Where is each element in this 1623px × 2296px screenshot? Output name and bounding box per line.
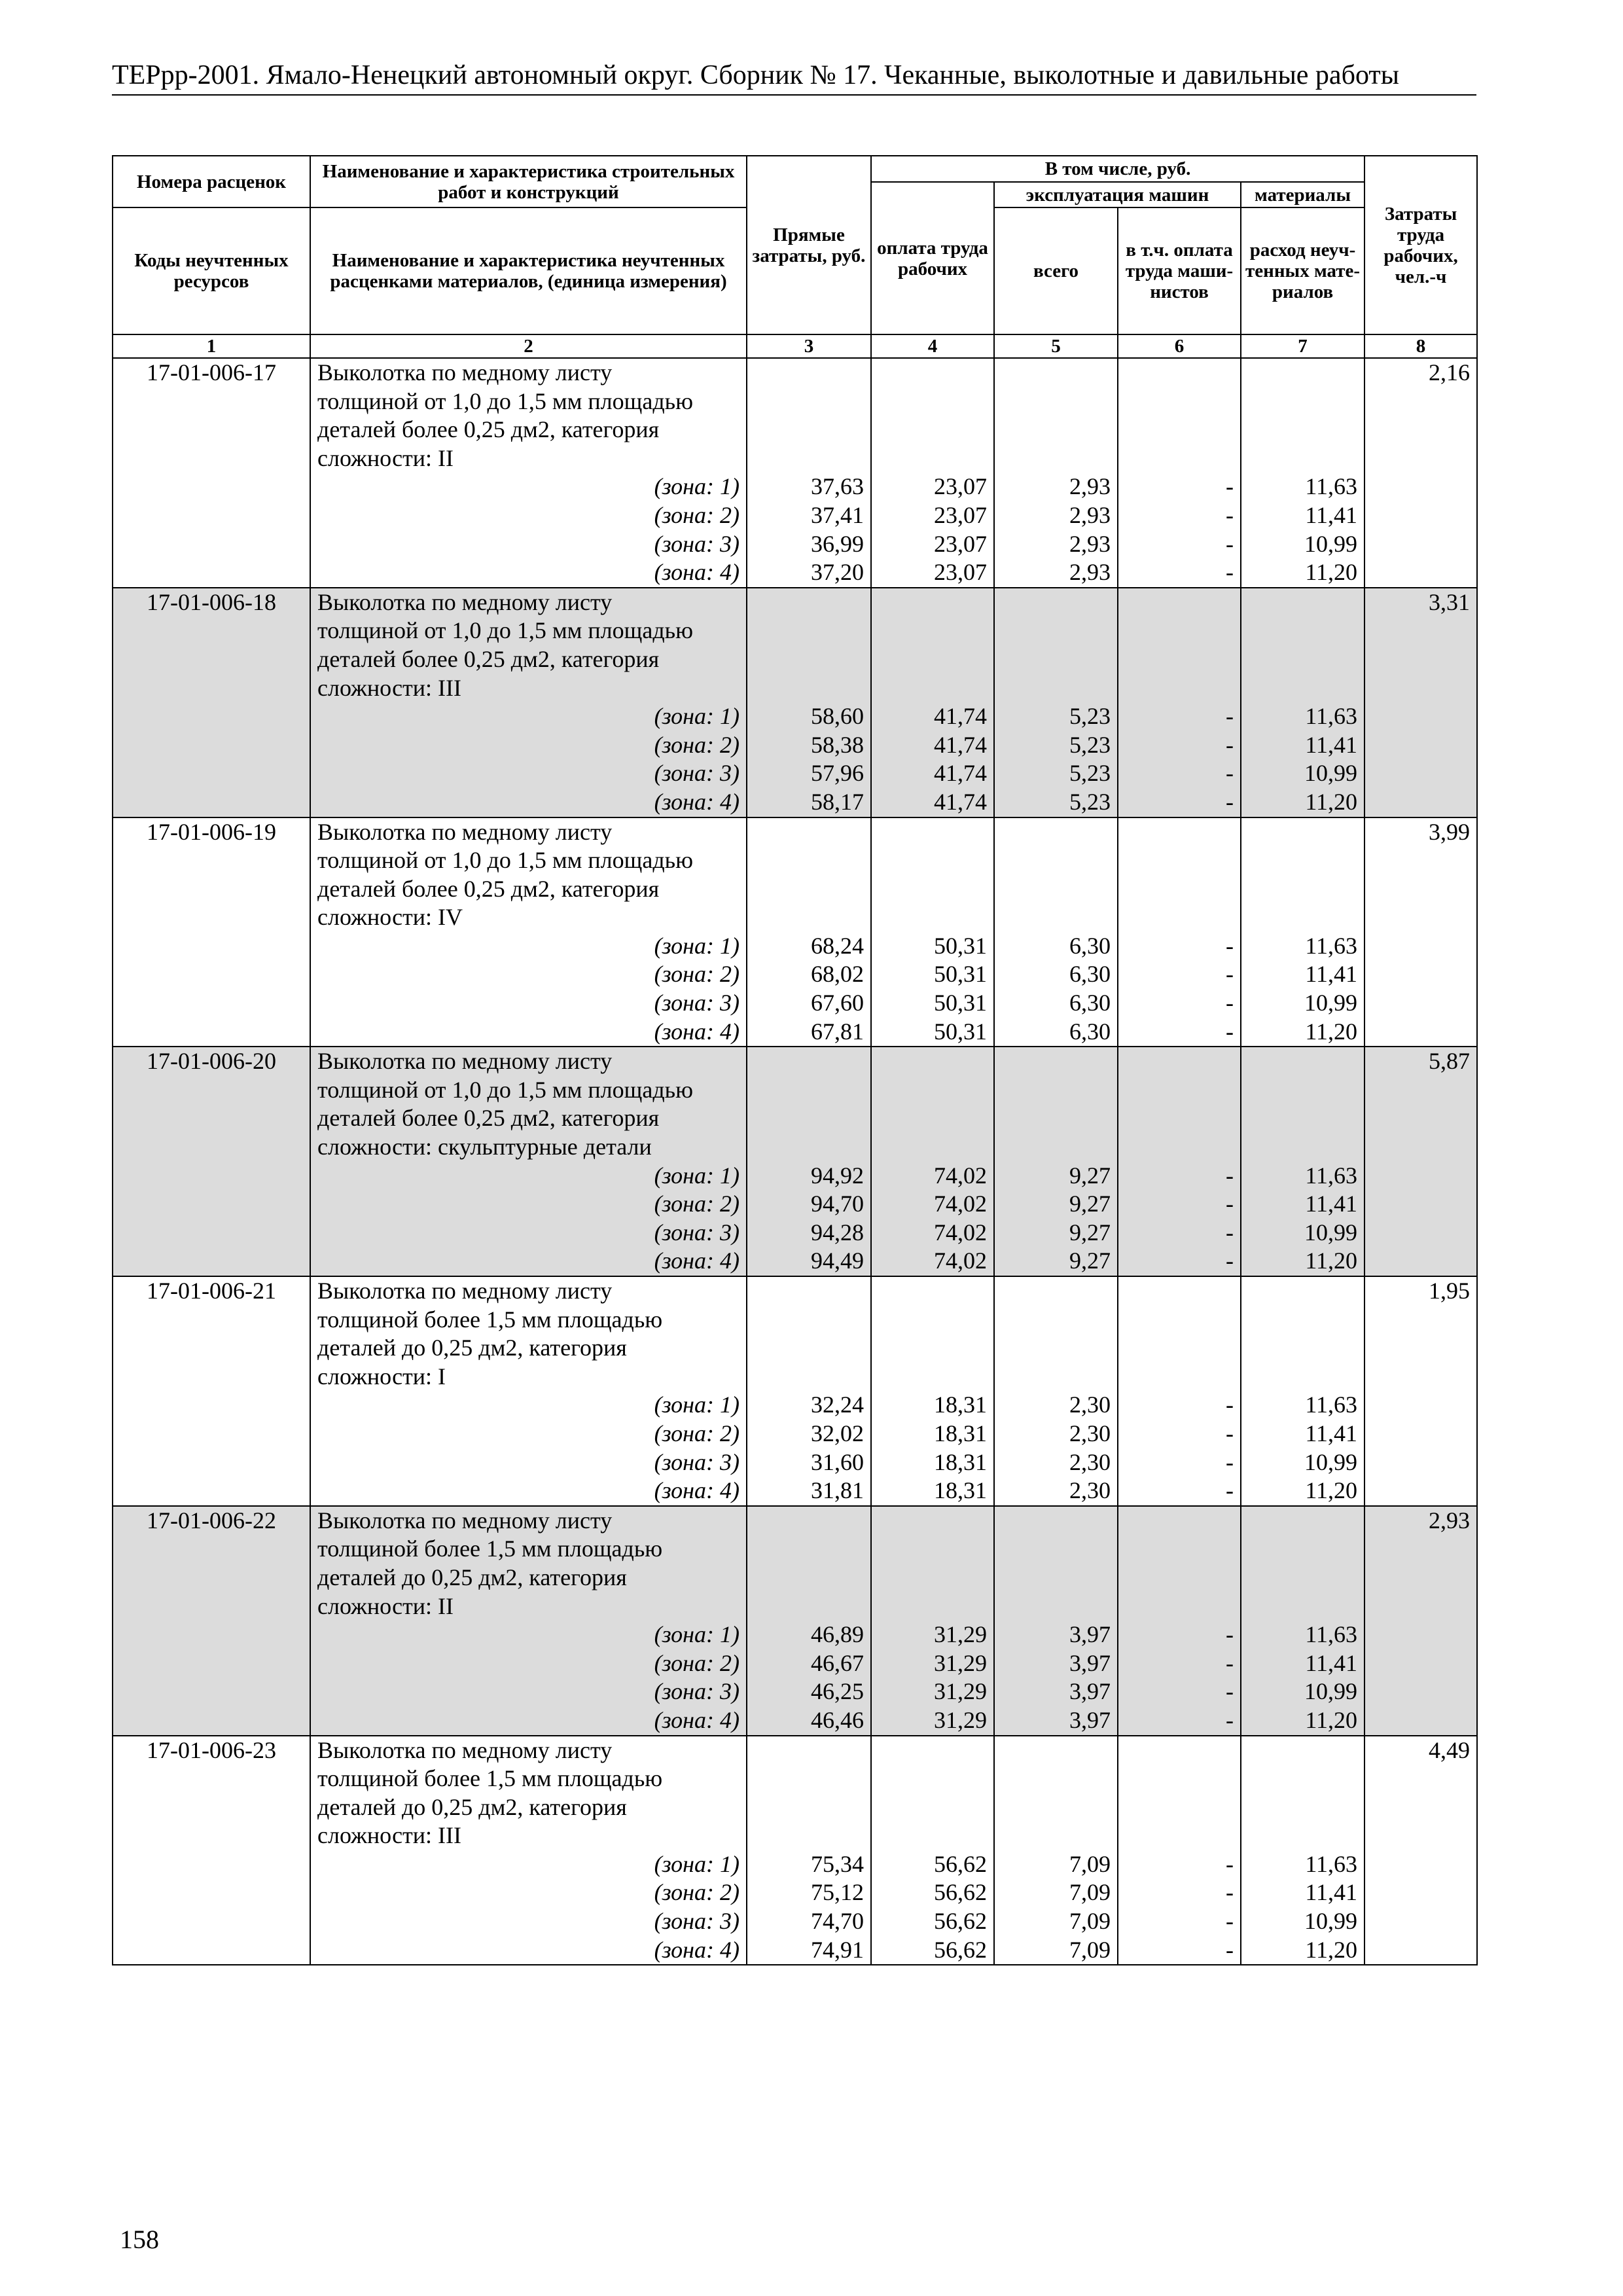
zone-label: (зона: 3): [654, 1219, 740, 1246]
labor-cost: 1,95: [1364, 1276, 1477, 1506]
direct-cost-value: 94,70: [811, 1191, 864, 1217]
direct-cost-value: 58,60: [811, 703, 864, 730]
operator-pay-value: -: [1226, 703, 1234, 730]
worker-pay-cell: [871, 588, 994, 817]
zone-label: (зона: 3): [654, 760, 740, 787]
table-row: [113, 817, 1477, 1047]
operator-pay-value: -: [1226, 932, 1234, 959]
description-line: толщиной от 1,0 до 1,5 мм площадью: [317, 847, 693, 874]
operator-pay-value: -: [1226, 990, 1234, 1016]
page-number: 158: [120, 2225, 159, 2254]
operator-pay-value: -: [1226, 1621, 1234, 1648]
direct-cost-value: 37,20: [811, 559, 864, 586]
zone-label: (зона: 2): [654, 731, 740, 758]
worker-pay-value: 50,31: [934, 961, 987, 988]
operator-pay-value: -: [1226, 530, 1234, 557]
material-cost-cell: [1241, 1276, 1364, 1506]
description-line: сложности: III: [317, 674, 462, 701]
description-line: толщиной более 1,5 мм площадью: [317, 1306, 663, 1333]
material-cost-value: 11,63: [1305, 1391, 1358, 1418]
direct-cost-value: 46,89: [811, 1621, 864, 1648]
direct-cost-value: 94,92: [811, 1162, 864, 1189]
description-line: Выколотка по медному листу: [317, 359, 613, 386]
operator-pay-cell: [1118, 817, 1241, 1047]
material-cost-value: 11,20: [1305, 1247, 1358, 1274]
direct-cost-value: 46,46: [811, 1706, 864, 1733]
material-cost-cell: [1241, 588, 1364, 817]
description-line: толщиной от 1,0 до 1,5 мм площадью: [317, 617, 693, 644]
head-direct-costs: Прямые затраты, руб.: [747, 156, 871, 334]
work-description: [310, 1736, 747, 1965]
material-cost-cell: [1241, 817, 1364, 1047]
description-line: деталей более 0,25 дм2, категория: [317, 875, 660, 902]
labor-cost: 2,16: [1364, 358, 1477, 588]
material-cost-value: 11,20: [1305, 1936, 1358, 1963]
operator-pay-value: -: [1226, 1908, 1234, 1935]
table-row: [113, 1047, 1477, 1276]
head-operator-pay: в т.ч. оплата труда маши-нистов: [1118, 207, 1241, 334]
work-description: [310, 588, 747, 817]
zone-label: (зона: 3): [654, 1448, 740, 1475]
material-cost-value: 11,63: [1305, 473, 1358, 500]
description-line: толщиной более 1,5 мм площадью: [317, 1535, 663, 1562]
zone-label: (зона: 2): [654, 1420, 740, 1446]
zone-label: (зона: 4): [654, 1936, 740, 1963]
operator-pay-value: -: [1226, 559, 1234, 586]
worker-pay-cell: [871, 1506, 994, 1736]
material-cost-value: 10,99: [1304, 1219, 1358, 1246]
column-number: 2: [310, 334, 747, 358]
material-cost-value: 10,99: [1304, 530, 1358, 557]
zone-label: (зона: 3): [654, 990, 740, 1016]
direct-cost-cell: [747, 1047, 871, 1276]
machine-cost-value: 2,93: [1069, 530, 1111, 557]
operator-pay-value: -: [1226, 473, 1234, 500]
direct-cost-value: 75,12: [811, 1879, 864, 1906]
description-line: сложности: I: [317, 1363, 446, 1390]
worker-pay-cell: [871, 358, 994, 588]
column-number: 7: [1241, 334, 1364, 358]
machine-cost-value: 5,23: [1069, 760, 1111, 787]
operator-pay-value: -: [1226, 501, 1234, 528]
zone-label: (зона: 4): [654, 559, 740, 586]
worker-pay-value: 56,62: [934, 1936, 987, 1963]
worker-pay-value: 23,07: [934, 501, 987, 528]
worker-pay-value: 23,07: [934, 530, 987, 557]
material-cost-value: 10,99: [1304, 760, 1358, 787]
material-cost-cell: [1241, 1047, 1364, 1276]
zone-label: (зона: 1): [654, 1850, 740, 1877]
direct-cost-value: 32,02: [811, 1420, 864, 1446]
machine-cost-value: 9,27: [1069, 1219, 1111, 1246]
worker-pay-value: 56,62: [934, 1850, 987, 1877]
operator-pay-cell: [1118, 588, 1241, 817]
direct-cost-value: 37,63: [811, 473, 864, 500]
labor-cost: 3,31: [1364, 588, 1477, 817]
operator-pay-value: -: [1226, 1879, 1234, 1906]
labor-cost: 5,87: [1364, 1047, 1477, 1276]
zone-label: (зона: 2): [654, 1649, 740, 1676]
direct-cost-value: 31,81: [811, 1477, 864, 1504]
material-cost-value: 11,63: [1305, 703, 1358, 730]
operator-pay-value: -: [1226, 1420, 1234, 1446]
machine-cost-cell: [994, 358, 1118, 588]
material-cost-cell: [1241, 1506, 1364, 1736]
description-line: сложности: III: [317, 1822, 462, 1849]
material-cost-value: 10,99: [1304, 1908, 1358, 1935]
rate-code: 17-01-006-21: [113, 1276, 310, 1506]
operator-pay-value: -: [1226, 1391, 1234, 1418]
zone-label: (зона: 2): [654, 1879, 740, 1906]
head-including: В том числе, руб.: [871, 156, 1364, 182]
material-cost-value: 11,63: [1305, 1162, 1358, 1189]
worker-pay-value: 31,29: [934, 1621, 987, 1648]
direct-cost-value: 46,25: [811, 1678, 864, 1705]
worker-pay-value: 31,29: [934, 1678, 987, 1705]
material-cost-value: 11,41: [1305, 1191, 1358, 1217]
zone-label: (зона: 3): [654, 530, 740, 557]
zone-label: (зона: 2): [654, 501, 740, 528]
worker-pay-value: 41,74: [934, 760, 987, 787]
worker-pay-value: 41,74: [934, 703, 987, 730]
machine-cost-value: 7,09: [1069, 1850, 1111, 1877]
direct-cost-cell: [747, 358, 871, 588]
head-worker-pay: оплата труда рабочих: [871, 182, 994, 334]
machine-cost-value: 2,30: [1069, 1420, 1111, 1446]
machine-cost-value: 9,27: [1069, 1162, 1111, 1189]
worker-pay-value: 18,31: [934, 1420, 987, 1446]
description-line: толщиной более 1,5 мм площадью: [317, 1765, 663, 1792]
material-cost-value: 10,99: [1304, 990, 1358, 1016]
description-line: сложности: скульптурные детали: [317, 1134, 652, 1160]
head-material-usage: расход неуч-тенных мате-риалов: [1241, 207, 1364, 334]
worker-pay-value: 74,02: [934, 1219, 987, 1246]
operator-pay-value: -: [1226, 760, 1234, 787]
machine-cost-value: 2,30: [1069, 1448, 1111, 1475]
machine-cost-value: 9,27: [1069, 1247, 1111, 1274]
worker-pay-value: 18,31: [934, 1448, 987, 1475]
machine-cost-value: 3,97: [1069, 1621, 1111, 1648]
table-row: [113, 1506, 1477, 1736]
direct-cost-value: 36,99: [811, 530, 864, 557]
worker-pay-value: 50,31: [934, 932, 987, 959]
column-number: 6: [1118, 334, 1241, 358]
operator-pay-cell: [1118, 358, 1241, 588]
worker-pay-value: 41,74: [934, 731, 987, 758]
material-cost-value: 10,99: [1304, 1678, 1358, 1705]
direct-cost-value: 32,24: [811, 1391, 864, 1418]
operator-pay-value: -: [1226, 1448, 1234, 1475]
description-line: сложности: IV: [317, 904, 463, 931]
material-cost-value: 11,20: [1305, 1477, 1358, 1504]
worker-pay-cell: [871, 817, 994, 1047]
direct-cost-value: 67,81: [811, 1018, 864, 1045]
direct-cost-value: 94,49: [811, 1247, 864, 1274]
operator-pay-value: -: [1226, 1850, 1234, 1877]
material-cost-cell: [1241, 358, 1364, 588]
zone-label: (зона: 1): [654, 1621, 740, 1648]
material-cost-cell: [1241, 1736, 1364, 1965]
labor-cost: 3,99: [1364, 817, 1477, 1047]
direct-cost-value: 37,41: [811, 501, 864, 528]
direct-cost-value: 58,17: [811, 788, 864, 815]
material-cost-value: 11,20: [1305, 1706, 1358, 1733]
zone-label: (зона: 4): [654, 1706, 740, 1733]
operator-pay-value: -: [1226, 961, 1234, 988]
table-row: [113, 358, 1477, 588]
table-row: [113, 1736, 1477, 1965]
operator-pay-value: -: [1226, 1706, 1234, 1733]
operator-pay-value: -: [1226, 1162, 1234, 1189]
material-cost-value: 11,20: [1305, 1018, 1358, 1045]
description-line: Выколотка по медному листу: [317, 588, 613, 615]
table-header: [113, 156, 1477, 358]
machine-cost-value: 3,97: [1069, 1649, 1111, 1676]
direct-cost-cell: [747, 1506, 871, 1736]
direct-cost-value: 68,02: [811, 961, 864, 988]
operator-pay-cell: [1118, 1736, 1241, 1965]
zone-label: (зона: 1): [654, 703, 740, 730]
material-cost-value: 11,41: [1305, 1420, 1358, 1446]
direct-cost-cell: [747, 588, 871, 817]
machine-cost-value: 2,93: [1069, 473, 1111, 500]
machine-cost-value: 2,93: [1069, 559, 1111, 586]
direct-cost-value: 74,70: [811, 1908, 864, 1935]
column-number: 1: [113, 334, 310, 358]
direct-cost-value: 67,60: [811, 990, 864, 1016]
direct-cost-cell: [747, 1736, 871, 1965]
description-line: сложности: II: [317, 1592, 454, 1619]
material-cost-value: 11,63: [1305, 1621, 1358, 1648]
machine-cost-value: 2,30: [1069, 1391, 1111, 1418]
table-body: [113, 358, 1477, 1965]
table-row: [113, 1276, 1477, 1506]
machine-cost-cell: [994, 588, 1118, 817]
machine-cost-value: 2,30: [1069, 1477, 1111, 1504]
description-line: Выколотка по медному листу: [317, 1278, 613, 1304]
machine-cost-value: 5,23: [1069, 703, 1111, 730]
operator-pay-value: -: [1226, 788, 1234, 815]
rate-code: 17-01-006-23: [113, 1736, 310, 1965]
operator-pay-value: -: [1226, 1936, 1234, 1963]
description-line: деталей до 0,25 дм2, категория: [317, 1793, 627, 1820]
zone-label: (зона: 4): [654, 788, 740, 815]
machine-cost-value: 7,09: [1069, 1936, 1111, 1963]
machine-cost-value: 6,30: [1069, 990, 1111, 1016]
description-line: деталей до 0,25 дм2, категория: [317, 1564, 627, 1590]
work-description: [310, 1506, 747, 1736]
machine-cost-cell: [994, 1506, 1118, 1736]
material-cost-value: 11,20: [1305, 559, 1358, 586]
worker-pay-cell: [871, 1047, 994, 1276]
direct-cost-value: 58,38: [811, 731, 864, 758]
description-line: Выколотка по медному листу: [317, 1048, 613, 1075]
column-number: 3: [747, 334, 871, 358]
worker-pay-cell: [871, 1736, 994, 1965]
operator-pay-cell: [1118, 1047, 1241, 1276]
description-line: сложности: II: [317, 444, 454, 471]
direct-cost-value: 46,67: [811, 1649, 864, 1676]
direct-cost-value: 31,60: [811, 1448, 864, 1475]
worker-pay-value: 74,02: [934, 1247, 987, 1274]
operator-pay-cell: [1118, 1506, 1241, 1736]
operator-pay-value: -: [1226, 1247, 1234, 1274]
material-cost-value: 11,63: [1305, 1850, 1358, 1877]
work-description: [310, 817, 747, 1047]
material-cost-value: 11,41: [1305, 1879, 1358, 1906]
material-cost-value: 11,41: [1305, 961, 1358, 988]
labor-cost: 2,93: [1364, 1506, 1477, 1736]
zone-label: (зона: 4): [654, 1477, 740, 1504]
operator-pay-value: -: [1226, 1018, 1234, 1045]
page-header: ТЕРрр-2001. Ямало-Ненецкий автономный округ. Сборник № 17. Чеканные, выколотные и давильные работы: [112, 58, 1476, 96]
head-resource-codes: Коды неучтенных ресурсов: [113, 207, 310, 334]
description-line: Выколотка по медному листу: [317, 1736, 613, 1763]
rate-code: 17-01-006-22: [113, 1506, 310, 1736]
machine-cost-value: 3,97: [1069, 1706, 1111, 1733]
machine-cost-value: 6,30: [1069, 1018, 1111, 1045]
work-description: [310, 358, 747, 588]
direct-cost-value: 94,28: [811, 1219, 864, 1246]
direct-cost-value: 74,91: [811, 1936, 864, 1963]
machine-cost-value: 6,30: [1069, 932, 1111, 959]
worker-pay-value: 18,31: [934, 1391, 987, 1418]
rate-code: 17-01-006-20: [113, 1047, 310, 1276]
operator-pay-value: -: [1226, 1678, 1234, 1705]
zone-label: (зона: 1): [654, 932, 740, 959]
zone-label: (зона: 4): [654, 1018, 740, 1045]
material-cost-value: 11,63: [1305, 932, 1358, 959]
direct-cost-value: 57,96: [811, 760, 864, 787]
material-cost-value: 11,41: [1305, 731, 1358, 758]
work-description: [310, 1276, 747, 1506]
direct-cost-cell: [747, 1276, 871, 1506]
column-number: 8: [1364, 334, 1477, 358]
description-line: деталей более 0,25 дм2, категория: [317, 1105, 660, 1132]
worker-pay-value: 50,31: [934, 1018, 987, 1045]
zone-label: (зона: 3): [654, 1678, 740, 1705]
description-line: толщиной от 1,0 до 1,5 мм площадью: [317, 1076, 693, 1103]
machine-cost-value: 5,23: [1069, 731, 1111, 758]
head-material-name: Наименование и характеристика неучтенных расценками материалов, (единица измерения): [310, 207, 747, 334]
rate-code: 17-01-006-19: [113, 817, 310, 1047]
zone-label: (зона: 1): [654, 1162, 740, 1189]
worker-pay-value: 23,07: [934, 473, 987, 500]
rate-code: 17-01-006-18: [113, 588, 310, 817]
worker-pay-value: 56,62: [934, 1879, 987, 1906]
operator-pay-value: -: [1226, 731, 1234, 758]
rate-code: 17-01-006-17: [113, 358, 310, 588]
description-line: деталей более 0,25 дм2, категория: [317, 645, 660, 672]
machine-cost-value: 9,27: [1069, 1191, 1111, 1217]
direct-cost-cell: [747, 817, 871, 1047]
worker-pay-value: 41,74: [934, 788, 987, 815]
description-line: Выколотка по медному листу: [317, 1507, 613, 1534]
zone-label: (зона: 2): [654, 961, 740, 988]
machine-cost-cell: [994, 1047, 1118, 1276]
rates-table: [112, 155, 1478, 1965]
column-number: 5: [994, 334, 1118, 358]
zone-label: (зона: 4): [654, 1247, 740, 1274]
head-materials: материалы: [1241, 182, 1364, 207]
operator-pay-value: -: [1226, 1219, 1234, 1246]
head-rate-numbers: Номера расценок: [113, 156, 310, 207]
head-work-name: Наименование и характеристика строительных работ и конструкций: [310, 156, 747, 207]
machine-cost-value: 3,97: [1069, 1678, 1111, 1705]
worker-pay-value: 56,62: [934, 1908, 987, 1935]
worker-pay-cell: [871, 1276, 994, 1506]
machine-cost-cell: [994, 1276, 1118, 1506]
zone-label: (зона: 1): [654, 1391, 740, 1418]
material-cost-value: 10,99: [1304, 1448, 1358, 1475]
description-line: деталей более 0,25 дм2, категория: [317, 416, 660, 443]
direct-cost-value: 68,24: [811, 932, 864, 959]
column-number: 4: [871, 334, 994, 358]
description-line: деталей до 0,25 дм2, категория: [317, 1335, 627, 1361]
head-machines-total: всего: [994, 207, 1118, 334]
worker-pay-value: 74,02: [934, 1162, 987, 1189]
worker-pay-value: 74,02: [934, 1191, 987, 1217]
worker-pay-value: 31,29: [934, 1649, 987, 1676]
material-cost-value: 11,41: [1305, 1649, 1358, 1676]
worker-pay-value: 31,29: [934, 1706, 987, 1733]
operator-pay-cell: [1118, 1276, 1241, 1506]
head-machines: эксплуатация машин: [994, 182, 1241, 207]
machine-cost-cell: [994, 1736, 1118, 1965]
zone-label: (зона: 3): [654, 1908, 740, 1935]
worker-pay-value: 50,31: [934, 990, 987, 1016]
machine-cost-value: 7,09: [1069, 1908, 1111, 1935]
machine-cost-value: 5,23: [1069, 788, 1111, 815]
description-line: толщиной от 1,0 до 1,5 мм площадью: [317, 387, 693, 414]
machine-cost-value: 7,09: [1069, 1879, 1111, 1906]
table-row: [113, 588, 1477, 817]
worker-pay-value: 18,31: [934, 1477, 987, 1504]
operator-pay-value: -: [1226, 1649, 1234, 1676]
machine-cost-value: 2,93: [1069, 501, 1111, 528]
machine-cost-cell: [994, 817, 1118, 1047]
description-line: Выколотка по медному листу: [317, 818, 613, 845]
worker-pay-value: 23,07: [934, 559, 987, 586]
machine-cost-value: 6,30: [1069, 961, 1111, 988]
direct-cost-value: 75,34: [811, 1850, 864, 1877]
labor-cost: 4,49: [1364, 1736, 1477, 1965]
material-cost-value: 11,20: [1305, 788, 1358, 815]
zone-label: (зона: 2): [654, 1191, 740, 1217]
zone-label: (зона: 1): [654, 473, 740, 500]
head-labor-costs: Затраты труда рабочих, чел.-ч: [1364, 156, 1477, 334]
operator-pay-value: -: [1226, 1191, 1234, 1217]
operator-pay-value: -: [1226, 1477, 1234, 1504]
material-cost-value: 11,41: [1305, 501, 1358, 528]
work-description: [310, 1047, 747, 1276]
